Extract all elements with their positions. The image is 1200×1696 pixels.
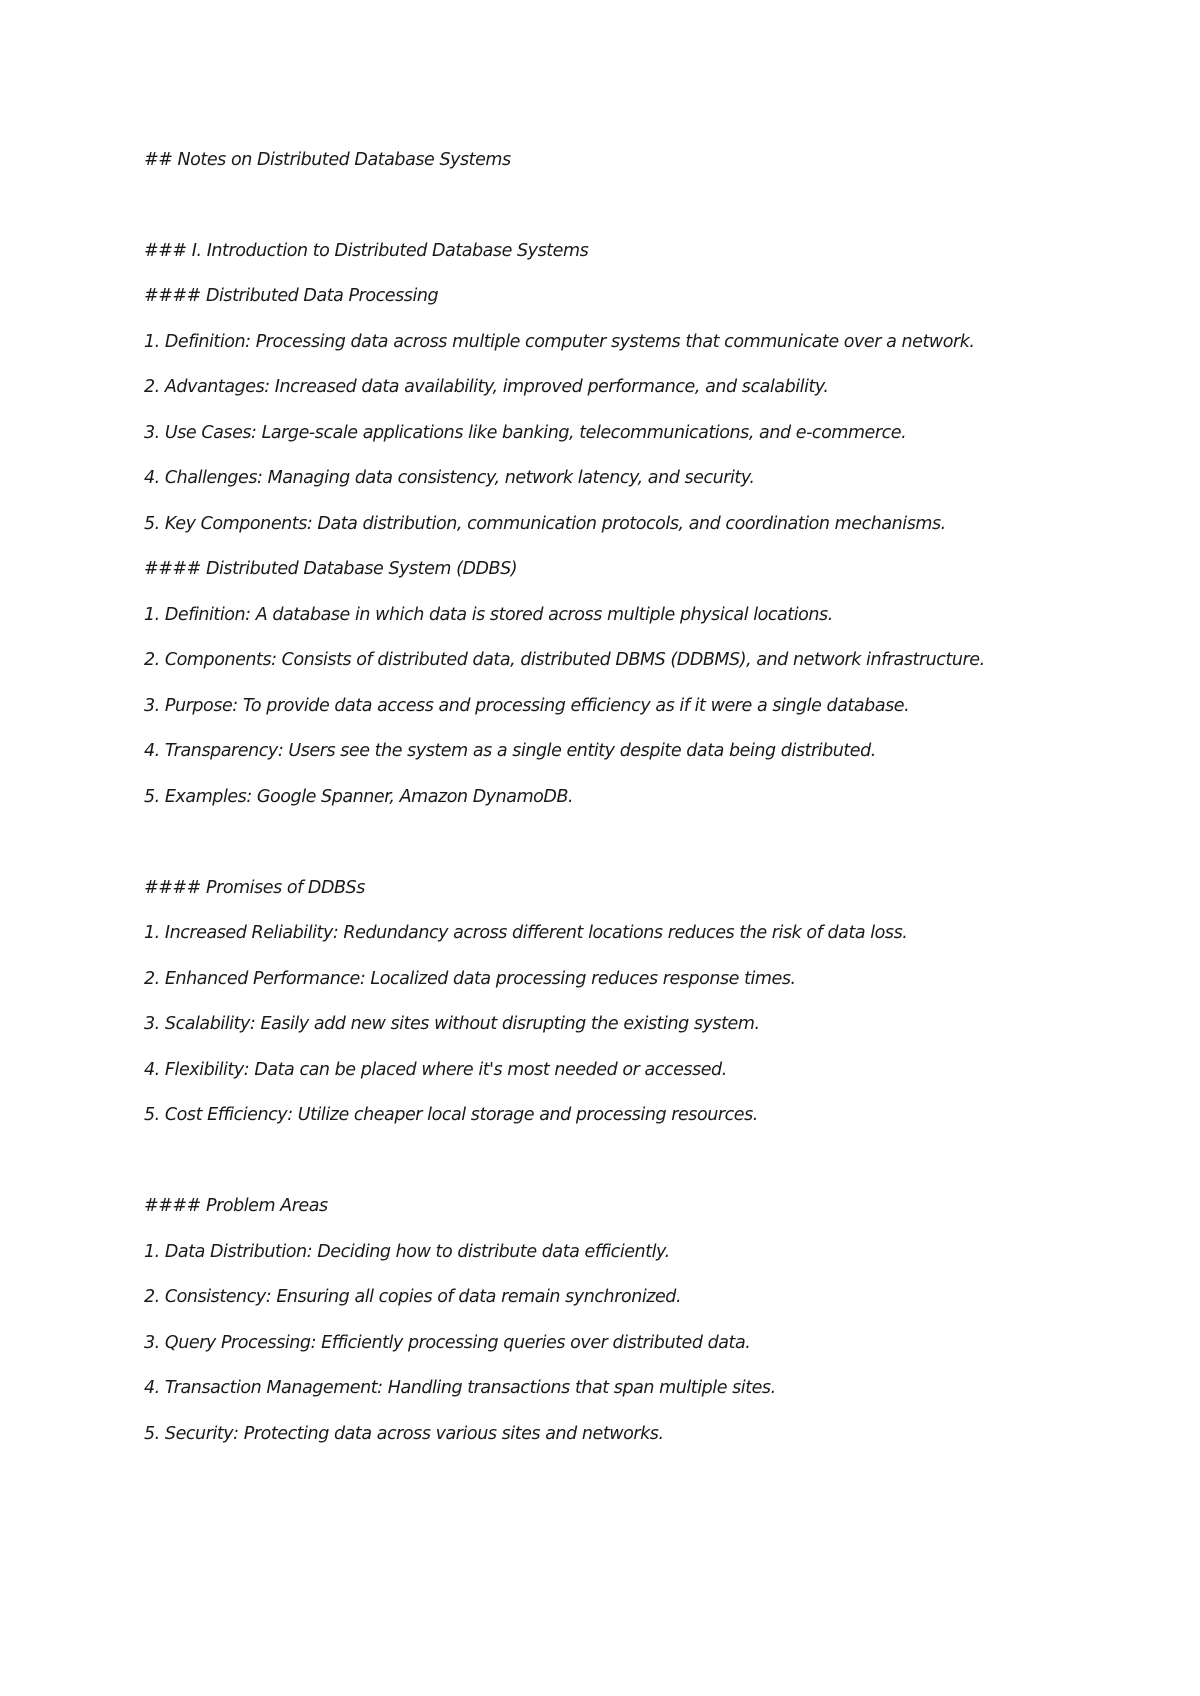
list-item: 5. Key Components: Data distribution, communication protocols, and coordination mechanisms.	[144, 514, 946, 534]
list-item: 3. Query Processing: Efficiently processing queries over distributed data.	[144, 1333, 751, 1353]
section-heading: ### I. Introduction to Distributed Database Systems	[144, 241, 589, 261]
list-item: 1. Data Distribution: Deciding how to distribute data efficiently.	[144, 1242, 670, 1262]
list-item: 5. Cost Efficiency: Utilize cheaper local storage and processing resources.	[144, 1105, 758, 1125]
list-item: 2. Enhanced Performance: Localized data processing reduces response times.	[144, 969, 796, 989]
subsection-heading-distributed-data-processing: #### Distributed Data Processing	[144, 286, 439, 306]
list-item: 4. Challenges: Managing data consistency, network latency, and security.	[144, 468, 755, 488]
list-item: 3. Scalability: Easily add new sites without disrupting the existing system.	[144, 1014, 760, 1034]
list-item: 2. Consistency: Ensuring all copies of data remain synchronized.	[144, 1287, 682, 1307]
list-item: 4. Transaction Management: Handling transactions that span multiple sites.	[144, 1378, 776, 1398]
list-item: 2. Components: Consists of distributed data, distributed DBMS (DDBMS), and network infrastructure.	[144, 650, 985, 670]
list-item: 4. Flexibility: Data can be placed where it's most needed or accessed.	[144, 1060, 727, 1080]
list-item: 1. Definition: A database in which data is stored across multiple physical locations.	[144, 605, 833, 625]
subsection-heading-problem-areas: #### Problem Areas	[144, 1196, 328, 1216]
list-item: 5. Examples: Google Spanner, Amazon DynamoDB.	[144, 787, 574, 807]
list-item: 3. Purpose: To provide data access and processing efficiency as if it were a single database.	[144, 696, 910, 716]
document-title: ## Notes on Distributed Database Systems	[144, 150, 511, 170]
list-item: 1. Definition: Processing data across multiple computer systems that communicate over a network.	[144, 332, 975, 352]
list-item: 2. Advantages: Increased data availability, improved performance, and scalability.	[144, 377, 829, 397]
list-item: 5. Security: Protecting data across various sites and networks.	[144, 1424, 664, 1444]
subsection-heading-promises: #### Promises of DDBSs	[144, 878, 365, 898]
list-item: 3. Use Cases: Large-scale applications like banking, telecommunications, and e-commerce.	[144, 423, 907, 443]
list-item: 1. Increased Reliability: Redundancy across different locations reduces the risk of data loss.	[144, 923, 908, 943]
list-item: 4. Transparency: Users see the system as a single entity despite data being distributed.	[144, 741, 876, 761]
subsection-heading-ddbs: #### Distributed Database System (DDBS)	[144, 559, 518, 579]
